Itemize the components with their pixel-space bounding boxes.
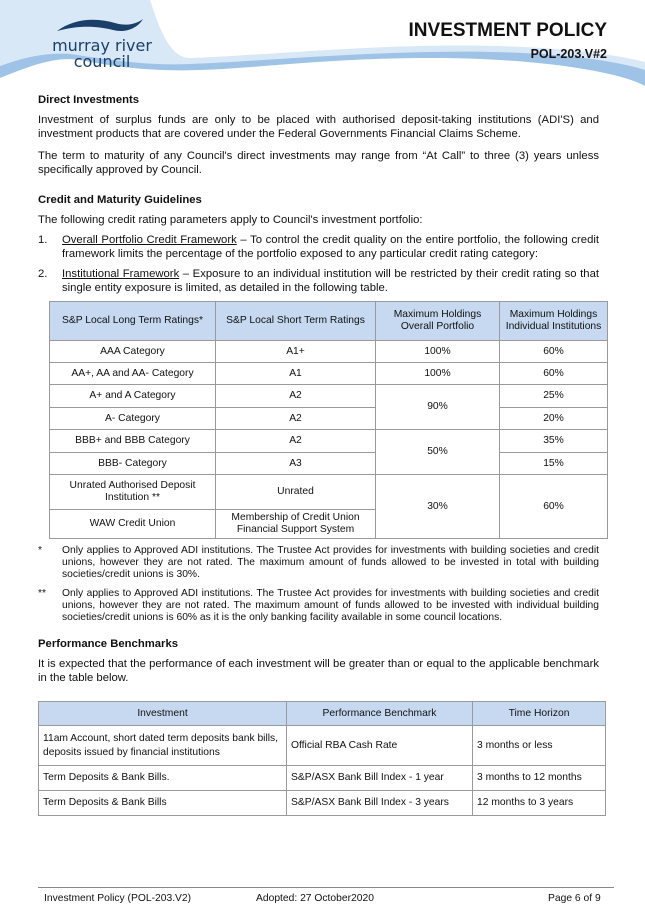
footnote-mark: * xyxy=(38,545,43,556)
document-code: POL-203.V#2 xyxy=(530,47,607,61)
table-cell: 50% xyxy=(376,430,500,475)
table-cell: 60% xyxy=(500,475,608,539)
logo xyxy=(52,38,152,70)
list-item-title: Overall Portfolio Credit Framework xyxy=(62,234,237,246)
table-cell: Unrated xyxy=(216,475,376,510)
list-item-title: Institutional Framework xyxy=(62,268,180,280)
performance-benchmarks-heading: Performance Benchmarks xyxy=(38,638,179,650)
footnote xyxy=(38,588,599,624)
page-content xyxy=(38,93,602,816)
credit-guidelines-heading: Credit and Maturity Guidelines xyxy=(38,194,202,206)
table-cell: BBB- Category xyxy=(50,453,216,475)
table-cell: Term Deposits & Bank Bills xyxy=(39,791,287,816)
footnote-text: Only applies to Approved ADI institutions. The Trustee Act provides for investments with building societies and credit unions, however they are not rated. The maximum amount of funds allowed to be invested in total with building societies/credit unions is 30%. xyxy=(62,545,599,580)
column-header: S&P Local Long Term Ratings* xyxy=(50,302,216,341)
column-header: S&P Local Short Term Ratings xyxy=(216,302,376,341)
table-row xyxy=(50,475,608,510)
logo-line-2: council xyxy=(73,52,131,71)
table-row xyxy=(50,430,608,453)
footer-adopted-date: Adopted: 27 October2020 xyxy=(256,893,374,904)
document-title: INVESTMENT POLICY xyxy=(408,20,607,41)
table-cell: 90% xyxy=(376,385,500,430)
table-cell: 15% xyxy=(500,453,608,475)
table-cell: 20% xyxy=(500,408,608,430)
footer-document-name: Investment Policy (POL-203.V2) xyxy=(44,893,192,904)
table-cell: 25% xyxy=(500,385,608,408)
footnotes xyxy=(38,545,599,624)
table-row xyxy=(50,385,608,408)
table-cell: 60% xyxy=(500,341,608,363)
list-item-text: – Exposure to an individual institution will be restricted by their credit rating so that single entity exposure is limited, as detailed in the following table. xyxy=(62,268,599,294)
table-header-row xyxy=(39,702,606,726)
list-item xyxy=(38,233,599,261)
table-cell: 100% xyxy=(376,363,500,385)
direct-investments-paragraph-1: Investment of surplus funds are only to be placed with authorised deposit-taking institutions (ADI'S) and investment products that are covered under the Federal Governments Financial Claims Scheme. xyxy=(38,114,599,140)
table-cell: A- Category xyxy=(50,408,216,430)
table-cell: Membership of Credit Union Financial Support System xyxy=(216,510,376,539)
table-header-row xyxy=(50,302,608,341)
table-cell: A2 xyxy=(216,408,376,430)
column-header: Investment xyxy=(39,702,287,726)
table-cell: Official RBA Cash Rate xyxy=(287,726,473,766)
table-cell: AA+, AA and AA- Category xyxy=(50,363,216,385)
table-cell: Unrated Authorised Deposit Institution ** xyxy=(50,475,216,510)
list-number: 2. xyxy=(38,268,48,280)
direct-investments-paragraph-2: The term to maturity of any Council's direct investments may range from “At Call” to three (3) years unless specifically approved by Council. xyxy=(38,150,599,176)
footnote-text: Only applies to Approved ADI institutions. The Trustee Act provides for investments with building societies and credit unions, however they are not rated. The maximum amount of funds allowed to be invested with individual building societies/credit unions is 60% as it is the only banking facility available in some council locations. xyxy=(62,588,599,623)
table-cell: A+ and A Category xyxy=(50,385,216,408)
table-row xyxy=(50,341,608,363)
table-row xyxy=(50,408,608,430)
table-cell: 35% xyxy=(500,430,608,453)
performance-benchmarks-table xyxy=(38,701,606,816)
table-cell: A1 xyxy=(216,363,376,385)
column-header: Maximum Holdings Overall Portfolio xyxy=(376,302,500,341)
footnote xyxy=(38,545,599,581)
table-row xyxy=(39,726,606,766)
credit-guidelines-list xyxy=(38,233,599,295)
footer-divider xyxy=(38,887,614,888)
table-cell: A1+ xyxy=(216,341,376,363)
credit-guidelines-intro: The following credit rating parameters apply to Council's investment portfolio: xyxy=(38,214,423,226)
table-cell: 60% xyxy=(500,363,608,385)
table-cell: S&P/ASX Bank Bill Index - 1 year xyxy=(287,766,473,791)
footer-page-number: Page 6 of 9 xyxy=(548,893,601,904)
footnote-mark: ** xyxy=(38,588,47,599)
table-row xyxy=(39,791,606,816)
list-number: 1. xyxy=(38,234,48,246)
list-item xyxy=(38,267,599,295)
page-header xyxy=(0,0,645,92)
column-header: Maximum Holdings Individual Institutions xyxy=(500,302,608,341)
table-row xyxy=(50,363,608,385)
logo-line-1: murray river xyxy=(52,36,152,55)
table-row xyxy=(50,453,608,475)
table-cell: A3 xyxy=(216,453,376,475)
list-item-text: – To control the credit quality on the entire portfolio, the following credit framework limits the percentage of the portfolio exposed to any particular credit rating category: xyxy=(62,234,599,260)
table-cell: 12 months to 3 years xyxy=(473,791,606,816)
table-cell: 3 months to 12 months xyxy=(473,766,606,791)
table-cell: WAW Credit Union xyxy=(50,510,216,539)
column-header: Time Horizon xyxy=(473,702,606,726)
table-cell: Term Deposits & Bank Bills. xyxy=(39,766,287,791)
table-cell: AAA Category xyxy=(50,341,216,363)
table-cell: A2 xyxy=(216,385,376,408)
table-cell: 3 months or less xyxy=(473,726,606,766)
direct-investments-heading: Direct Investments xyxy=(38,94,140,106)
column-header: Performance Benchmark xyxy=(287,702,473,726)
table-cell: 11am Account, short dated term deposits bank bills, deposits issued by financial institutions xyxy=(39,726,287,766)
table-cell: 30% xyxy=(376,475,500,539)
performance-benchmarks-intro: It is expected that the performance of each investment will be greater than or equal to the applicable benchmark in the table below. xyxy=(38,658,599,684)
table-cell: BBB+ and BBB Category xyxy=(50,430,216,453)
table-row xyxy=(39,766,606,791)
credit-ratings-table xyxy=(49,301,608,539)
table-cell: A2 xyxy=(216,430,376,453)
table-cell: S&P/ASX Bank Bill Index - 3 years xyxy=(287,791,473,816)
table-cell: 100% xyxy=(376,341,500,363)
